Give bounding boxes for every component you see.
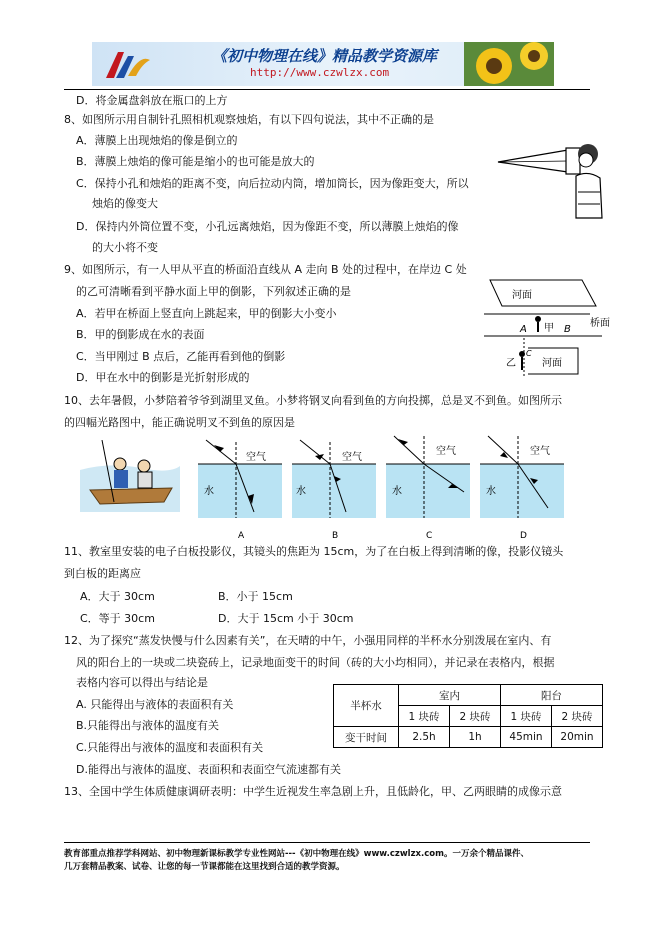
q13-stem: 13、全国中学生体质健康调研表明：中学生近视发生率急剧上升，且低龄化，甲、乙两眼睛的成像示意 bbox=[64, 785, 562, 798]
q8-stem: 8、如图所示用自制针孔照相机观察烛焰，有以下四句说法，其中不正确的是 bbox=[64, 113, 434, 126]
header-title: 《初中物理在线》精品教学资源库 bbox=[212, 47, 438, 65]
q8-option-a: A．薄膜上出现烛焰的像是倒立的 bbox=[76, 134, 238, 147]
diagram-d bbox=[480, 436, 564, 541]
bridge-river-figure bbox=[482, 278, 612, 382]
diagram-c bbox=[386, 436, 470, 541]
fig9-label-b: B bbox=[564, 324, 571, 335]
diagram-a-water: 水 bbox=[204, 486, 214, 497]
q12-stem: 12、为了探究“蒸发快慢与什么因素有关”，在天晴的中午，小强用同样的半杯水分别泼展在室内、有 bbox=[64, 634, 552, 647]
footer-line1: 教育部重点推荐学科网站、初中物理新课标教学专业性网站---《初中物理在线》www.czwlzx.com。一万余个精品课件、 bbox=[64, 849, 529, 859]
q12-option-c: C.只能得出与液体的温度和表面积有关 bbox=[76, 741, 264, 754]
q10-stem: 10、去年暑假，小梦陪着爷爷到湖里叉鱼。小梦将钢叉向看到鱼的方向投掷，总是叉不到鱼。如图所示 bbox=[64, 394, 562, 407]
diagram-c-water: 水 bbox=[392, 486, 402, 497]
table-indoor-header: 室内 bbox=[399, 685, 501, 706]
q9-option-a: A．若甲在桥面上竖直向上跳起来，甲的倒影大小变小 bbox=[76, 307, 337, 320]
q7-option-d: D．将金属盘斜放在瓶口的上方 bbox=[76, 94, 228, 107]
q10-stem-cont: 的四幅光路图中，能正确说明叉不到鱼的原因是 bbox=[64, 416, 295, 429]
diagram-d-air: 空气 bbox=[530, 446, 550, 457]
diagram-b bbox=[292, 440, 376, 541]
footer-rule bbox=[64, 842, 590, 843]
diagram-b-air: 空气 bbox=[342, 452, 362, 463]
q8-option-b: B．薄膜上烛焰的像可能是缩小的也可能是放大的 bbox=[76, 155, 315, 168]
q9-stem-cont: 的乙可清晰看到平静水面上甲的倒影，下列叙述正确的是 bbox=[76, 285, 351, 298]
pinhole-camera-figure bbox=[496, 142, 606, 220]
q9-option-c: C．当甲刚过 B 点后，乙能再看到他的倒影 bbox=[76, 350, 286, 363]
diagram-b-water: 水 bbox=[296, 486, 306, 497]
diagram-c-label: C bbox=[426, 531, 433, 541]
footer-line2: 几万套精品教案、试卷、让您的每一节课都能在这里找到合适的教学资源。 bbox=[64, 862, 345, 872]
light-path-diagrams bbox=[196, 432, 570, 542]
table-indoor-brick2: 2 块砖 bbox=[450, 706, 501, 727]
fig9-label-a: A bbox=[520, 324, 527, 335]
q12-stem-cont1: 风的阳台上的一块或二块瓷砖上，记录地面变干的时间（砖的大小均相同），并记录在表格内，根据 bbox=[76, 656, 555, 669]
table-balcony-header: 阳台 bbox=[501, 685, 603, 706]
diagram-a-label: A bbox=[238, 531, 245, 541]
table-cell: 45min bbox=[501, 727, 552, 748]
fig9-label-river-bottom: 河面 bbox=[542, 358, 562, 369]
diagram-a bbox=[198, 440, 282, 541]
fig9-label-bridge: 桥面 bbox=[590, 318, 610, 329]
q12-option-d: D.能得出与液体的温度、表面积和表面空气流速都有关 bbox=[76, 763, 341, 776]
header-rule bbox=[64, 89, 590, 90]
fig9-label-river-top: 河面 bbox=[512, 290, 532, 301]
q12-stem-cont2: 表格内容可以得出与结论是 bbox=[76, 676, 208, 689]
table-indoor-brick1: 1 块砖 bbox=[399, 706, 450, 727]
q8-option-c-cont: 烛焰的像变大 bbox=[92, 197, 158, 210]
header-url: http://www.czwlzx.com bbox=[250, 66, 390, 79]
evaporation-table bbox=[333, 684, 603, 748]
q11-stem: 11、教室里安装的电子白板投影仪，其镜头的焦距为 15cm，为了在白板上得到清晰的像，投影仪镜头 bbox=[64, 545, 564, 558]
fishing-scene-figure bbox=[80, 440, 180, 512]
table-row-label: 变干时间 bbox=[334, 727, 399, 748]
q9-stem: 9、如图所示，有一人甲从平直的桥面沿直线从 A 走向 B 处的过程中，在岸边 C 处 bbox=[64, 263, 467, 276]
q12-option-a: A. 只能得出与液体的表面积有关 bbox=[76, 698, 234, 711]
q9-option-b: B．甲的倒影成在水的表面 bbox=[76, 328, 205, 341]
table-balcony-brick2: 2 块砖 bbox=[552, 706, 603, 727]
fig9-label-yi: 乙 bbox=[506, 358, 516, 369]
diagram-c-air: 空气 bbox=[436, 446, 456, 457]
site-logo-icon bbox=[102, 46, 154, 82]
fig9-label-c: C bbox=[526, 349, 532, 358]
fig9-label-jia: 甲 bbox=[544, 323, 554, 334]
footer bbox=[64, 848, 604, 874]
diagram-b-label: B bbox=[332, 531, 339, 541]
table-cell: 2.5h bbox=[399, 727, 450, 748]
q8-option-d-cont: 的大小将不变 bbox=[92, 241, 158, 254]
table-header-cell: 半杯水 bbox=[334, 685, 399, 727]
diagram-a-air: 空气 bbox=[246, 452, 266, 463]
q12-option-b: B.只能得出与液体的温度有关 bbox=[76, 719, 220, 732]
q11-option-b: B．小于 15cm bbox=[218, 590, 293, 603]
q11-option-a: A．大于 30cm bbox=[80, 590, 155, 603]
table-balcony-brick1: 1 块砖 bbox=[501, 706, 552, 727]
q8-option-d: D．保持内外筒位置不变，小孔远离烛焰，因为像距不变，所以薄膜上烛焰的像 bbox=[76, 220, 459, 233]
q11-option-c: C．等于 30cm bbox=[80, 612, 155, 625]
q8-option-c: C．保持小孔和烛焰的距离不变，向后拉动内筒，增加筒长，因为像距变大，所以 bbox=[76, 177, 469, 190]
table-cell: 1h bbox=[450, 727, 501, 748]
q9-option-d: D．甲在水中的倒影是光折射形成的 bbox=[76, 371, 250, 384]
diagram-d-water: 水 bbox=[486, 486, 496, 497]
header-banner bbox=[92, 42, 554, 86]
q11-option-d: D．大于 15cm 小于 30cm bbox=[218, 612, 354, 625]
sunflower-icon bbox=[464, 42, 554, 86]
q11-stem-cont: 到白板的距离应 bbox=[64, 567, 141, 580]
table-cell: 20min bbox=[552, 727, 603, 748]
diagram-d-label: D bbox=[520, 531, 527, 541]
